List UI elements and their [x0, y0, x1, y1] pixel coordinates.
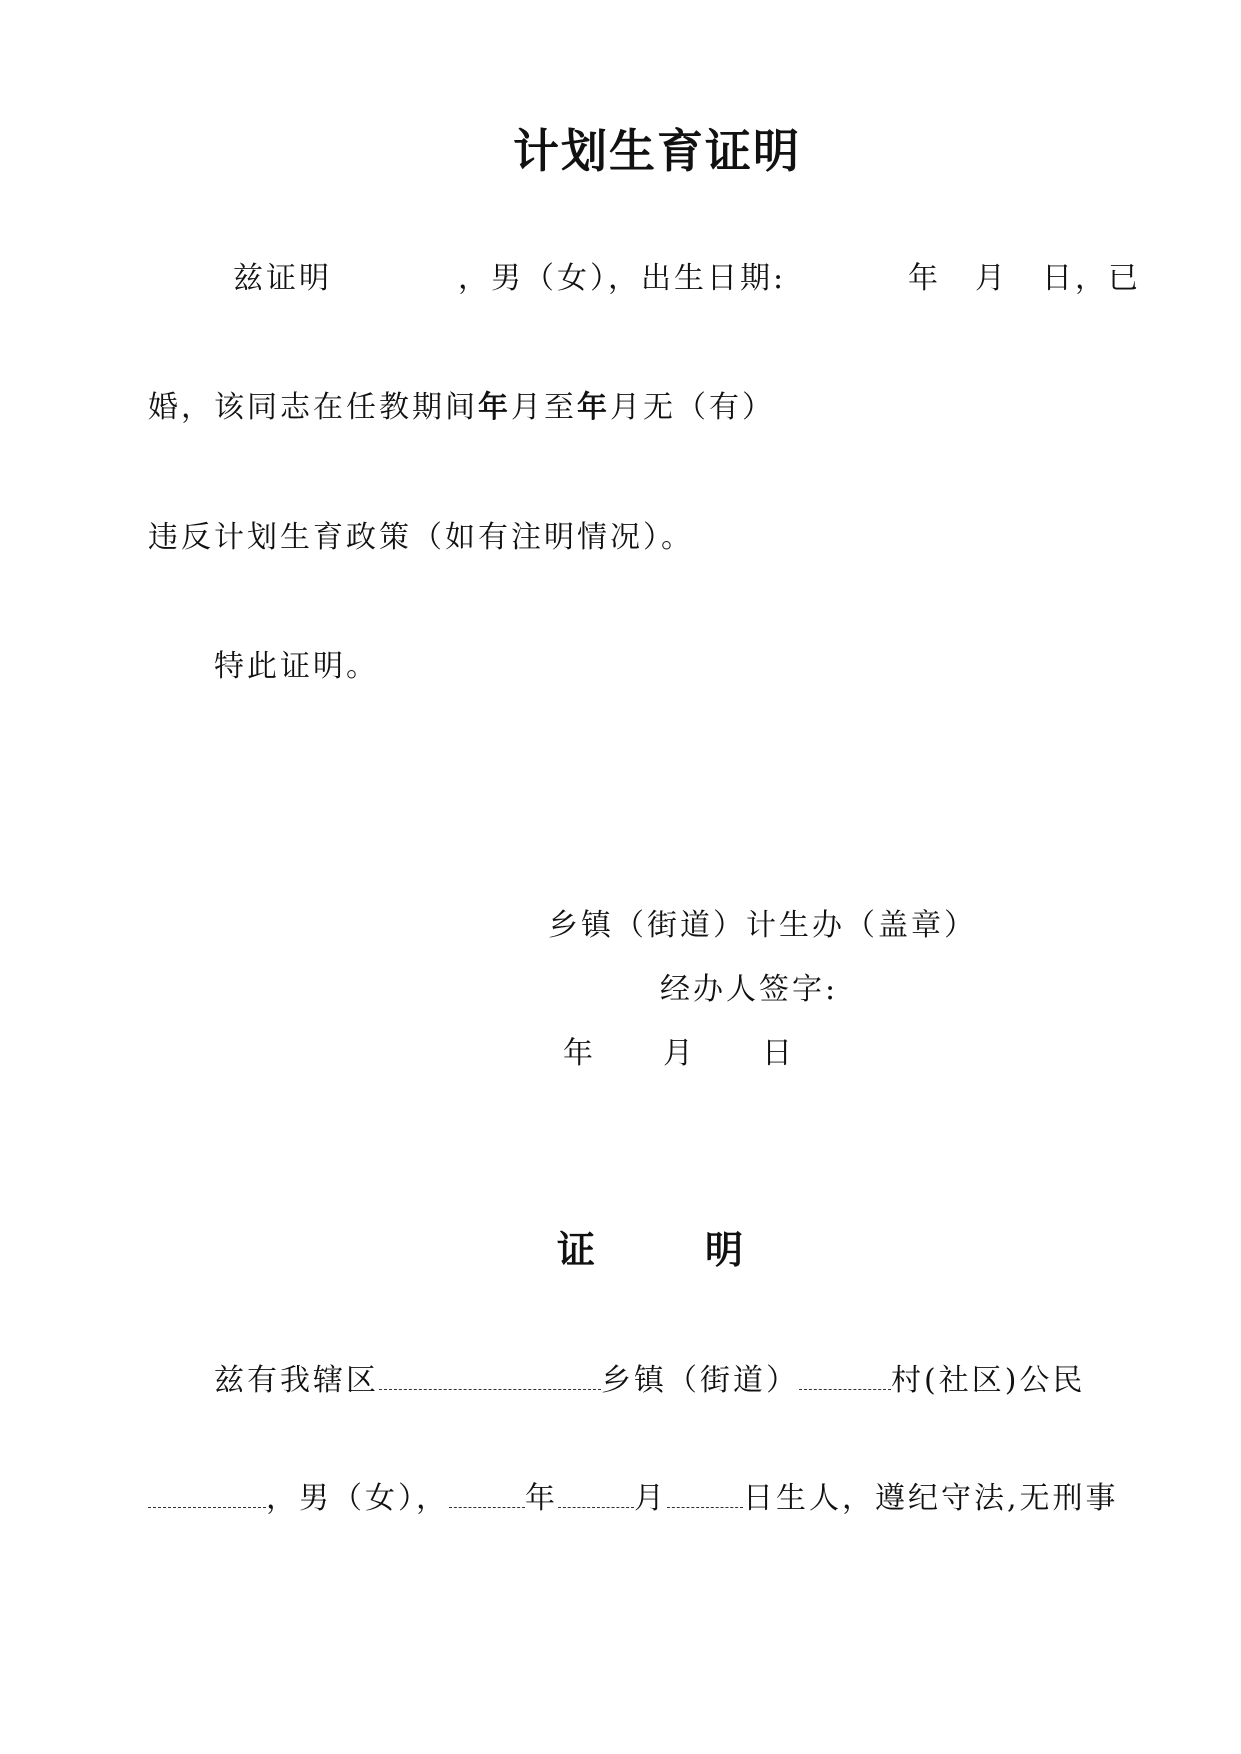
paragraph1-line1-prefix: 兹证明	[233, 261, 332, 296]
paragraph1-line2-year2: 年	[577, 390, 610, 425]
paragraph1-line2-text-a: 婚，该同志在任教期间	[148, 390, 478, 425]
certificate2-line2-text-a: ，男（女），	[266, 1481, 449, 1516]
paragraph1-line2-year1: 年	[478, 390, 511, 425]
signature-date-day: 日	[762, 1036, 795, 1071]
birth-day-blank	[667, 1483, 743, 1508]
certificate2-line2-text-d: 日生人，遵纪守法,无刑事	[743, 1481, 1119, 1516]
certificate2-heading-left: 证	[557, 1227, 596, 1272]
paragraph1-line1-day: 日，已	[1042, 261, 1141, 296]
certificate2-line1-text-b: 乡镇（街道）	[601, 1363, 799, 1398]
document-title: 计划生育证明	[513, 124, 801, 178]
certificate2-line1	[214, 1365, 1085, 1396]
paragraph1-line2-text-b: 月至	[511, 390, 577, 425]
certificate2-line2-month: 月	[634, 1481, 667, 1516]
township-blank	[379, 1365, 601, 1390]
paragraph1-line1-year: 年	[908, 261, 941, 296]
village-blank	[799, 1365, 891, 1390]
signature-date-year: 年	[563, 1036, 596, 1071]
paragraph1-line1-gender-birth: ，男（女），出生日期:	[458, 261, 787, 296]
paragraph1-line3: 违反计划生育政策（如有注明情况）。	[148, 520, 694, 555]
closing-text: 特此证明。	[214, 649, 379, 684]
certificate2-line1-text-c: 村(社区)公民	[891, 1363, 1086, 1398]
birth-month-blank	[558, 1483, 634, 1508]
signature-handler: 经办人签字:	[660, 972, 839, 1007]
name-blank	[148, 1483, 266, 1508]
certificate2-line1-text-a: 兹有我辖区	[214, 1363, 379, 1398]
paragraph1-line1-month: 月	[975, 261, 1008, 296]
signature-office: 乡镇（街道）计生办（盖章）	[548, 908, 977, 943]
birth-year-blank	[449, 1483, 525, 1508]
signature-date-month: 月	[663, 1036, 696, 1071]
paragraph1-line2-text-c: 月无（有）	[610, 390, 775, 425]
paragraph1-line2	[148, 390, 775, 425]
certificate2-line2-year: 年	[525, 1481, 558, 1516]
certificate2-heading-right: 明	[705, 1227, 744, 1272]
certificate2-line2	[148, 1483, 1119, 1514]
